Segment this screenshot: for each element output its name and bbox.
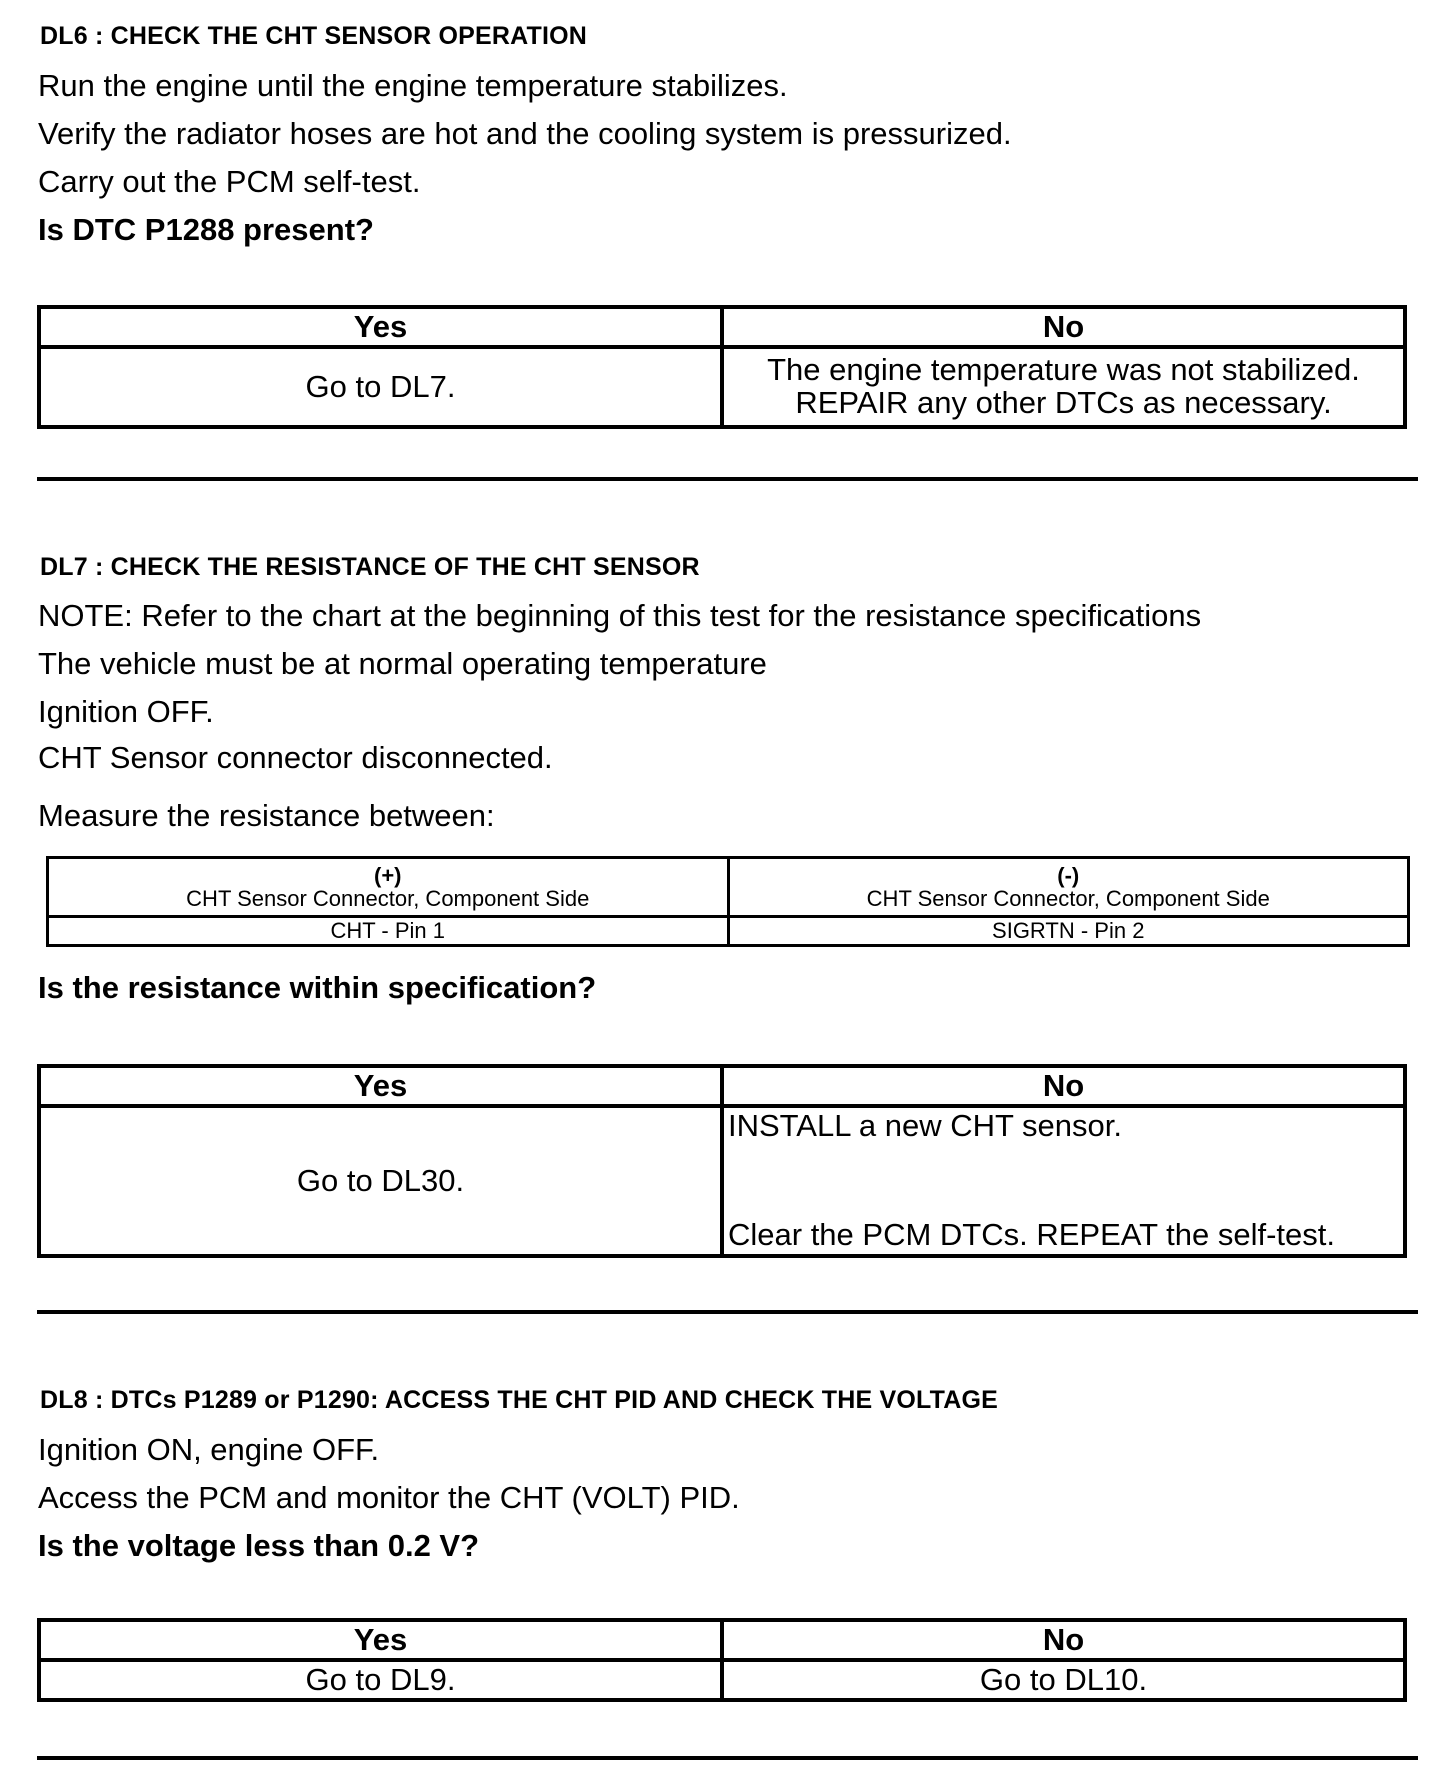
dl7-step-2: Ignition OFF.	[38, 694, 214, 729]
dl8-heading: DL8 : DTCs P1289 or P1290: ACCESS THE CHT PID AND CHECK THE VOLTAGE	[40, 1386, 999, 1414]
dl7-step-1: The vehicle must be at normal operating temperature	[38, 646, 767, 681]
dl7-positive-label: CHT Sensor Connector, Component Side	[186, 886, 590, 911]
dl7-no-action	[722, 1106, 1405, 1256]
dl6-no-action	[722, 347, 1405, 427]
section-divider	[37, 1310, 1418, 1314]
dl7-question: Is the resistance within specification?	[38, 970, 597, 1005]
dl7-no-action-line-2: Clear the PCM DTCs. REPEAT the self-test.	[728, 1217, 1335, 1253]
dl7-measurement-table	[46, 856, 1410, 947]
section-divider	[37, 477, 1418, 481]
dl8-result-table	[37, 1618, 1407, 1702]
dl8-no-action: Go to DL10.	[722, 1660, 1405, 1700]
dl6-question: Is DTC P1288 present?	[38, 212, 374, 247]
dl7-result-table	[37, 1064, 1407, 1258]
dl7-step-3: CHT Sensor connector disconnected.	[38, 740, 553, 775]
dl8-question: Is the voltage less than 0.2 V?	[38, 1528, 480, 1563]
dl7-no-header: No	[722, 1066, 1405, 1106]
dl8-yes-action: Go to DL9.	[39, 1660, 722, 1700]
dl7-step-4: Measure the resistance between:	[38, 798, 495, 833]
dl8-yes-header: Yes	[39, 1620, 722, 1660]
dl7-negative-label: CHT Sensor Connector, Component Side	[866, 886, 1270, 911]
dl7-negative-header	[728, 858, 1409, 917]
dl6-step-3: Carry out the PCM self-test.	[38, 164, 421, 199]
section-divider	[37, 1756, 1418, 1760]
dl6-no-action-line-1: The engine temperature was not stabilized.	[767, 352, 1360, 388]
dl8-step-1: Ignition ON, engine OFF.	[38, 1432, 380, 1467]
dl6-step-1: Run the engine until the engine temperature stabilizes.	[38, 68, 788, 103]
dl6-heading: DL6 : CHECK THE CHT SENSOR OPERATION	[40, 22, 588, 50]
dl7-positive-symbol: (+)	[374, 862, 402, 888]
dl7-negative-pin: SIGRTN - Pin 2	[728, 917, 1409, 946]
dl8-no-header: No	[722, 1620, 1405, 1660]
dl8-step-2: Access the PCM and monitor the CHT (VOLT) PID.	[38, 1480, 740, 1515]
dl6-no-action-line-2: REPAIR any other DTCs as necessary.	[795, 385, 1332, 420]
dl7-yes-action: Go to DL30.	[39, 1106, 722, 1256]
dl7-positive-header	[48, 858, 729, 917]
dl6-result-table	[37, 305, 1407, 429]
dl7-positive-pin: CHT - Pin 1	[48, 917, 729, 946]
dl7-note: NOTE: Refer to the chart at the beginning of this test for the resistance specifications	[38, 598, 1202, 633]
dl6-no-header: No	[722, 307, 1405, 347]
dl7-negative-symbol: (-)	[1057, 862, 1080, 888]
dl7-yes-header: Yes	[39, 1066, 722, 1106]
dl7-no-action-line-1: INSTALL a new CHT sensor.	[728, 1108, 1122, 1143]
dl6-yes-header: Yes	[39, 307, 722, 347]
dl7-heading: DL7 : CHECK THE RESISTANCE OF THE CHT SENSOR	[40, 553, 700, 581]
dl6-yes-action: Go to DL7.	[39, 347, 722, 427]
dl6-step-2: Verify the radiator hoses are hot and the cooling system is pressurized.	[38, 116, 1012, 151]
